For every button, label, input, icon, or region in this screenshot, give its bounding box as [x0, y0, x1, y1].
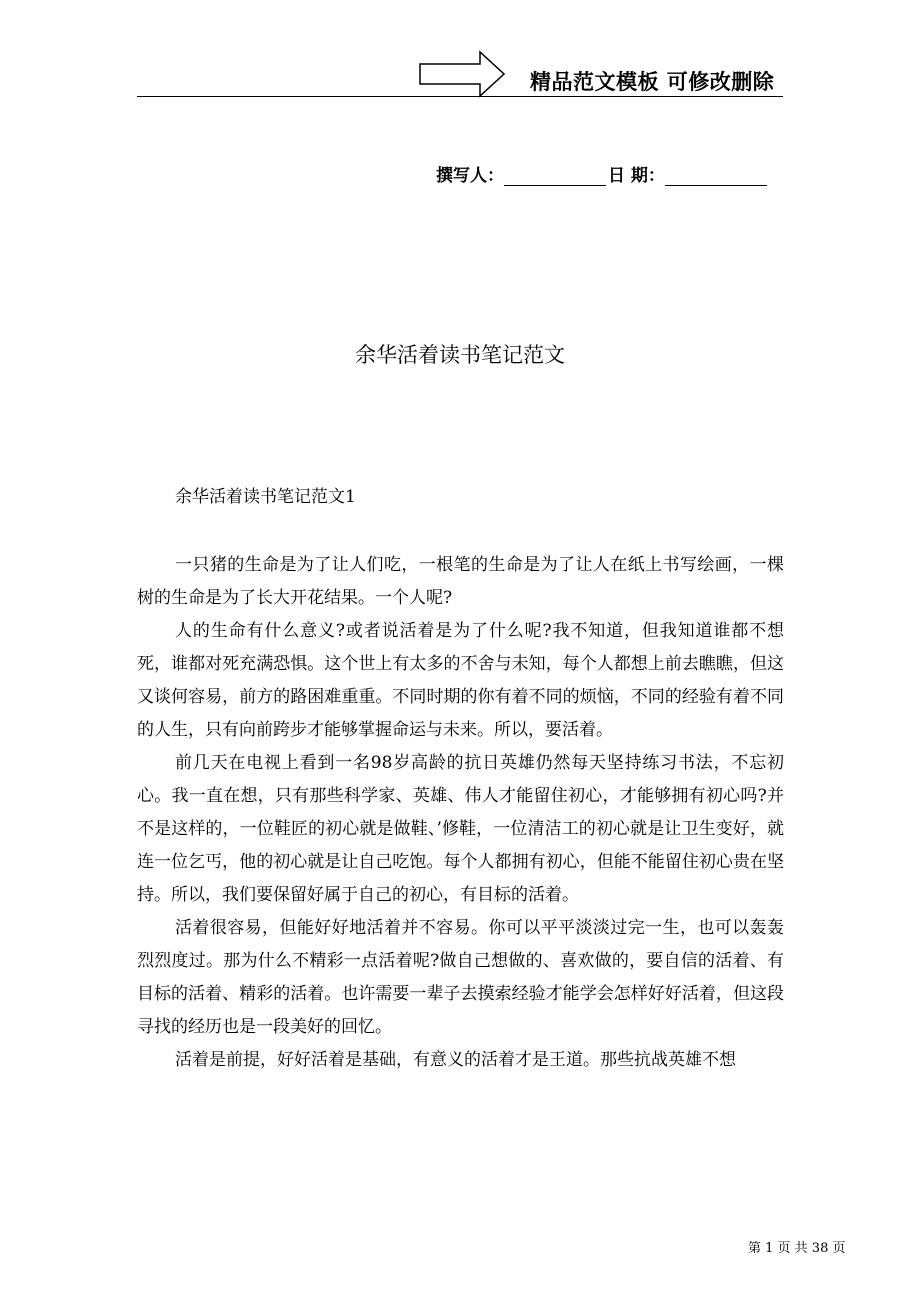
right-arrow-icon — [418, 50, 506, 98]
page-number: 第 1 页 共 38 页 — [748, 1241, 846, 1256]
author-blank-field[interactable] — [504, 167, 606, 186]
date-blank-field[interactable] — [665, 167, 767, 186]
document-body — [137, 549, 784, 1077]
template-banner: 精品范文模板 可修改删除 — [530, 70, 775, 94]
paragraph: 活着很容易，但能好好地活着并不容易。你可以平平淡淡过完一生，也可以轰轰烈烈度过。那为什么不精彩一点活着呢?做自己想做的、喜欢做的，要自信的活着、有目标的活着、精彩的活着。也许需要一辈子去摸索经验才能学会怎样好好活着，但这段寻找的经历也是一段美好的回忆。 — [137, 918, 784, 1037]
paragraph: 活着是前提，好好活着是基础，有意义的活着才是王道。那些抗战英雄不想 — [175, 1050, 736, 1070]
date-label: 日 期： — [608, 166, 665, 186]
author-date-row — [436, 161, 769, 186]
author-label: 撰写人： — [436, 166, 504, 186]
paragraph: 一只猪的生命是为了让人们吃，一根笔的生命是为了让人在纸上书写绘画，一棵树的生命是为了长大开花结果。一个人呢? — [137, 555, 784, 608]
section-title: 余华活着读书笔记范文1 — [175, 487, 356, 507]
paragraph: 前几天在电视上看到一名98岁高龄的抗日英雄仍然每天坚持练习书法，不忘初心。我一直在想，只有那些科学家、英雄、伟人才能留住初心，才能够拥有初心吗?并不是这样的，一位鞋匠的初心就是做鞋、’修鞋，一位清洁工的初心就是让卫生变好，就连一位乞丐，他的初心就是让自己吃饱。每个人都拥有初心，但能不能留住初心贵在坚持。所以，我们要保留好属于自己的初心，有目标的活着。 — [137, 753, 784, 905]
header-divider — [137, 96, 783, 97]
paragraph: 人的生命有什么意义?或者说活着是为了什么呢?我不知道，但我知道谁都不想死，谁都对死充满恐惧。这个世上有太多的不舍与未知，每个人都想上前去瞧瞧，但这又谈何容易，前方的路困难重重。不同时期的你有着不同的烦恼，不同的经验有着不同的人生，只有向前跨步才能够掌握命运与未来。所以，要活着。 — [137, 621, 784, 740]
document-title: 余华活着读书笔记范文 — [355, 343, 565, 367]
